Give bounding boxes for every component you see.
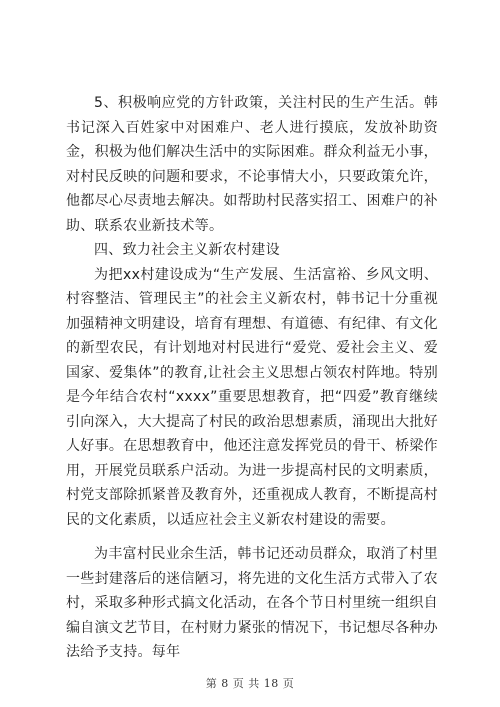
page-number-footer: 第 8 页 共 18 页: [205, 677, 295, 690]
paragraph-item-5: 5、积极响应党的方针政策，关注村民的生产生活。韩书记深入百姓家中对困难户、老人进行摸底，发放补助资金，积极为他们解决生活中的实际困难。群众利益无小事，对村民反映的问题和要求，不论事情大小，只要政策允许，他都尽心尽责地去解决。如帮助村民落实招工、困难户的补助、联系农业新技术等。: [66, 95, 438, 234]
paragraph-cultural-life: 为丰富村民业余生活，韩书记还动员群众，取消了村里一些封建落后的迷信陋习，将先进的文化生活方式带入了农村，采取多种形式搞文化活动，在各个节日村里统一组织自编自演文艺节目，在村财力紧张的情况下，书记想尽各种办法给予支持。每年: [66, 546, 438, 660]
document-body: [66, 91, 438, 665]
paragraph-new-countryside: 为把xx村建设成为“生产发展、生活富裕、乡风文明、村容整洁、管理民主”的社会主义新农村，韩书记十分重视加强精神文明建设，培育有理想、有道德、有纪律、有文化的新型农民，有计划地对村民进行“爱党、爱社会主义、爱国家、爱集体”的教育,让社会主义思想占领农村阵地。特别是今年结合农村“xxxx”重要思想教育，把“四爱”教育继续引向深入，大大提高了村民的政治思想素质，涌现出大批好人好事。在思想教育中，他还注意发挥党员的骨干、桥梁作用，开展党员联系户活动。为进一步提高村民的文明素质，村党支部除抓紧普及教育外，还重视成人教育，不断提高村民的文化素质，以适应社会主义新农村建设的需要。: [66, 266, 438, 528]
section-heading-4: 四、致力社会主义新农村建设: [94, 242, 280, 258]
